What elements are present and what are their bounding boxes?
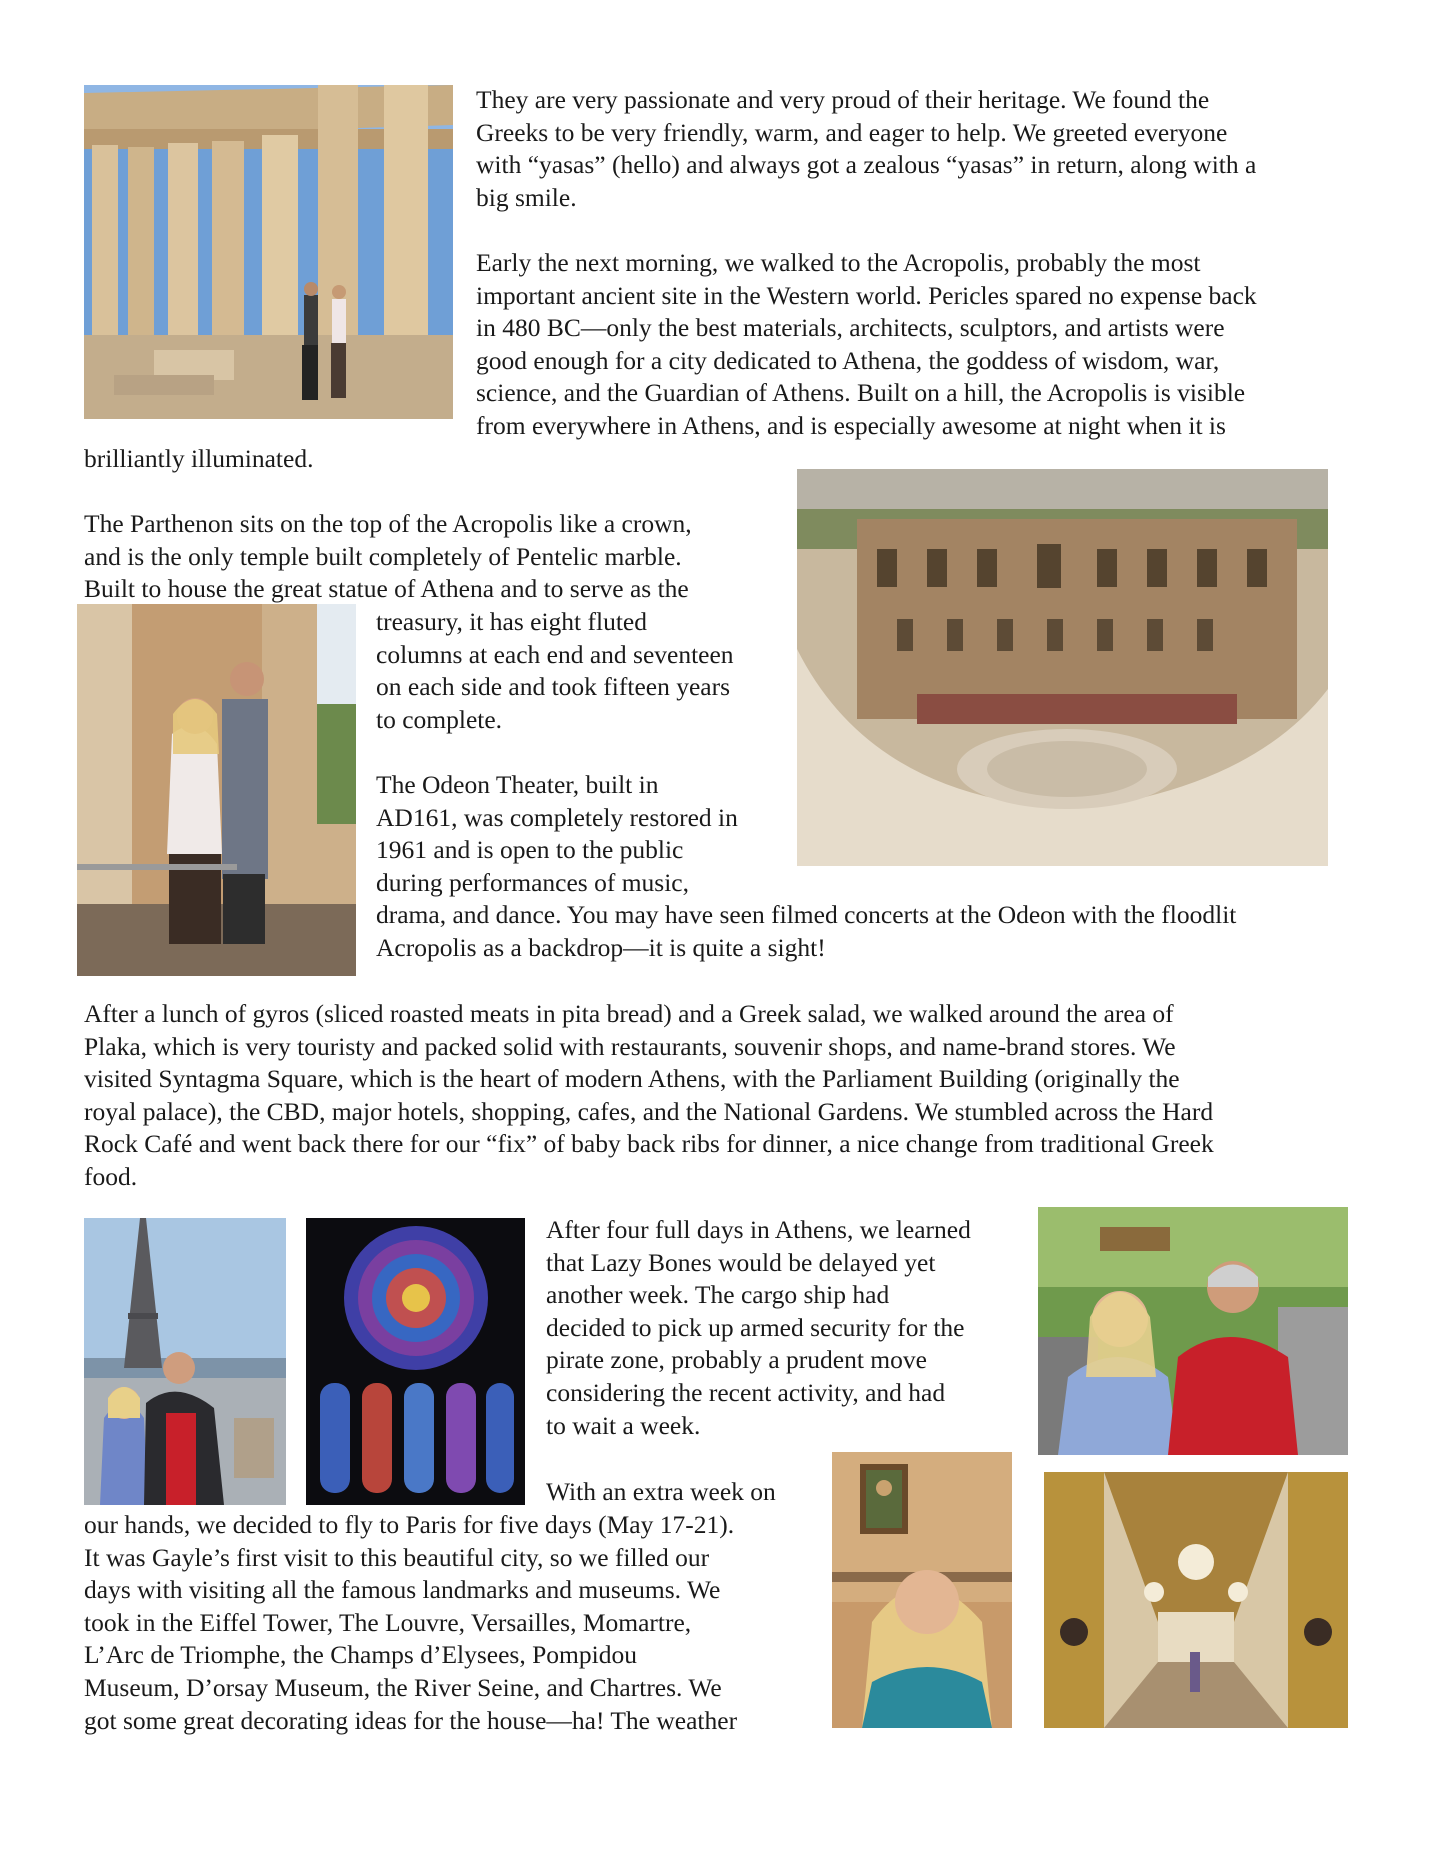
eiffel-tower-photo [84, 1218, 286, 1505]
text-line: Built to house the great statue of Athena and to serve as the [84, 574, 689, 604]
text-line: to complete. [376, 704, 503, 734]
text-line: days with visiting all the famous landmarks and museums. We [84, 1575, 721, 1605]
text-line: The Parthenon sits on the top of the Acropolis like a crown, [84, 509, 692, 538]
text-line: royal palace), the CBD, major hotels, shopping, cafes, and the National Gardens. We stumbled across the Hard [84, 1096, 1214, 1126]
text-line: The Odeon Theater, built in [376, 770, 659, 799]
text-line: and is the only temple built completely of Pentelic marble. [84, 541, 682, 571]
text-line: big smile. [476, 182, 577, 212]
text-line: Museum, D’orsay Museum, the River Seine, and Chartres. We [84, 1672, 722, 1702]
text-line: another week. The cargo ship had [546, 1280, 890, 1310]
text-line: with “yasas” (hello) and always got a zealous “yasas” in return, along with a [476, 150, 1257, 180]
text-line: considering the recent activity, and had [546, 1377, 946, 1407]
couple-garden-photo [1038, 1207, 1348, 1455]
paragraph-acropolis [476, 247, 1257, 443]
text-line: that Lazy Bones would be delayed yet [546, 1247, 936, 1277]
text-line: on each side and took fifteen years [376, 672, 731, 702]
text-line: drama, and dance. You may have seen filmed concerts at the Odeon with the floodlit [376, 900, 1237, 930]
parthenon-photo [84, 85, 453, 419]
text-line: pirate zone, probably a prudent move [546, 1345, 927, 1375]
louvre-mona-lisa-photo [832, 1452, 1012, 1728]
paragraph-plaka [84, 998, 1214, 1194]
text-line: decided to pick up armed security for the [546, 1312, 965, 1342]
text-line: important ancient site in the Western world. Pericles spared no expense back [476, 280, 1257, 310]
text-line: AD161, was completely restored in [376, 802, 738, 832]
text-line: 1961 and is open to the public [376, 835, 684, 865]
text-line: Early the next morning, we walked to the Acropolis, probably the most [476, 248, 1201, 277]
text-line: to wait a week. [546, 1410, 701, 1440]
rose-window-photo [306, 1218, 525, 1505]
text-line: got some great decorating ideas for the house—ha! The weather [84, 1705, 738, 1735]
paragraph-odeon [376, 769, 1236, 965]
paragraph-acropolis-end [84, 443, 313, 476]
text-line: took in the Eiffel Tower, The Louvre, Versailles, Momartre, [84, 1607, 692, 1637]
text-line: good enough for a city dedicated to Athena, the goddess of wisdom, war, [476, 345, 1220, 375]
text-line: Rock Café and went back there for our “fix” of baby back ribs for dinner, a nice change from traditional Greek [84, 1129, 1214, 1159]
paragraph-parthenon [84, 508, 692, 606]
text-line: our hands, we decided to fly to Paris for five days (May 17-21). [84, 1510, 735, 1539]
text-line: treasury, it has eight fluted [376, 607, 647, 636]
text-line: brilliantly illuminated. [84, 444, 314, 473]
paragraph-paris-start [546, 1476, 776, 1509]
text-line: Greeks to be very friendly, warm, and eager to help. We greeted everyone [476, 117, 1228, 147]
couple-at-columns-photo [77, 604, 356, 976]
text-line: food. [84, 1161, 138, 1191]
paragraph-delay [546, 1214, 971, 1442]
text-line: Plaka, which is very touristy and packed solid with restaurants, souvenir shops, and name-brand stores. We [84, 1031, 1176, 1061]
text-line: L’Arc de Triomphe, the Champs d’Elysees, Pompidou [84, 1640, 637, 1670]
text-line: during performances of music, [376, 867, 689, 897]
text-line: columns at each end and seventeen [376, 639, 734, 669]
paragraph-parthenon-cont [376, 606, 734, 736]
text-line: It was Gayle’s first visit to this beautiful city, so we filled our [84, 1542, 710, 1572]
text-line: from everywhere in Athens, and is especially awesome at night when it is [476, 410, 1226, 440]
text-line: science, and the Guardian of Athens. Built on a hill, the Acropolis is visible [476, 378, 1246, 408]
paragraph-heritage [476, 84, 1256, 214]
text-line: With an extra week on [546, 1477, 776, 1506]
text-line: They are very passionate and very proud of their heritage. We found the [476, 85, 1210, 114]
text-line: After a lunch of gyros (sliced roasted meats in pita bread) and a Greek salad, we walked around the area of [84, 999, 1174, 1028]
text-line: Acropolis as a backdrop—it is quite a sight! [376, 932, 826, 962]
versailles-hall-photo [1044, 1472, 1348, 1728]
text-line: After four full days in Athens, we learned [546, 1215, 971, 1244]
text-line: in 480 BC—only the best materials, architects, sculptors, and artists were [476, 313, 1225, 343]
text-line: visited Syntagma Square, which is the heart of modern Athens, with the Parliament Building (originally the [84, 1064, 1180, 1094]
paragraph-paris [84, 1509, 737, 1737]
